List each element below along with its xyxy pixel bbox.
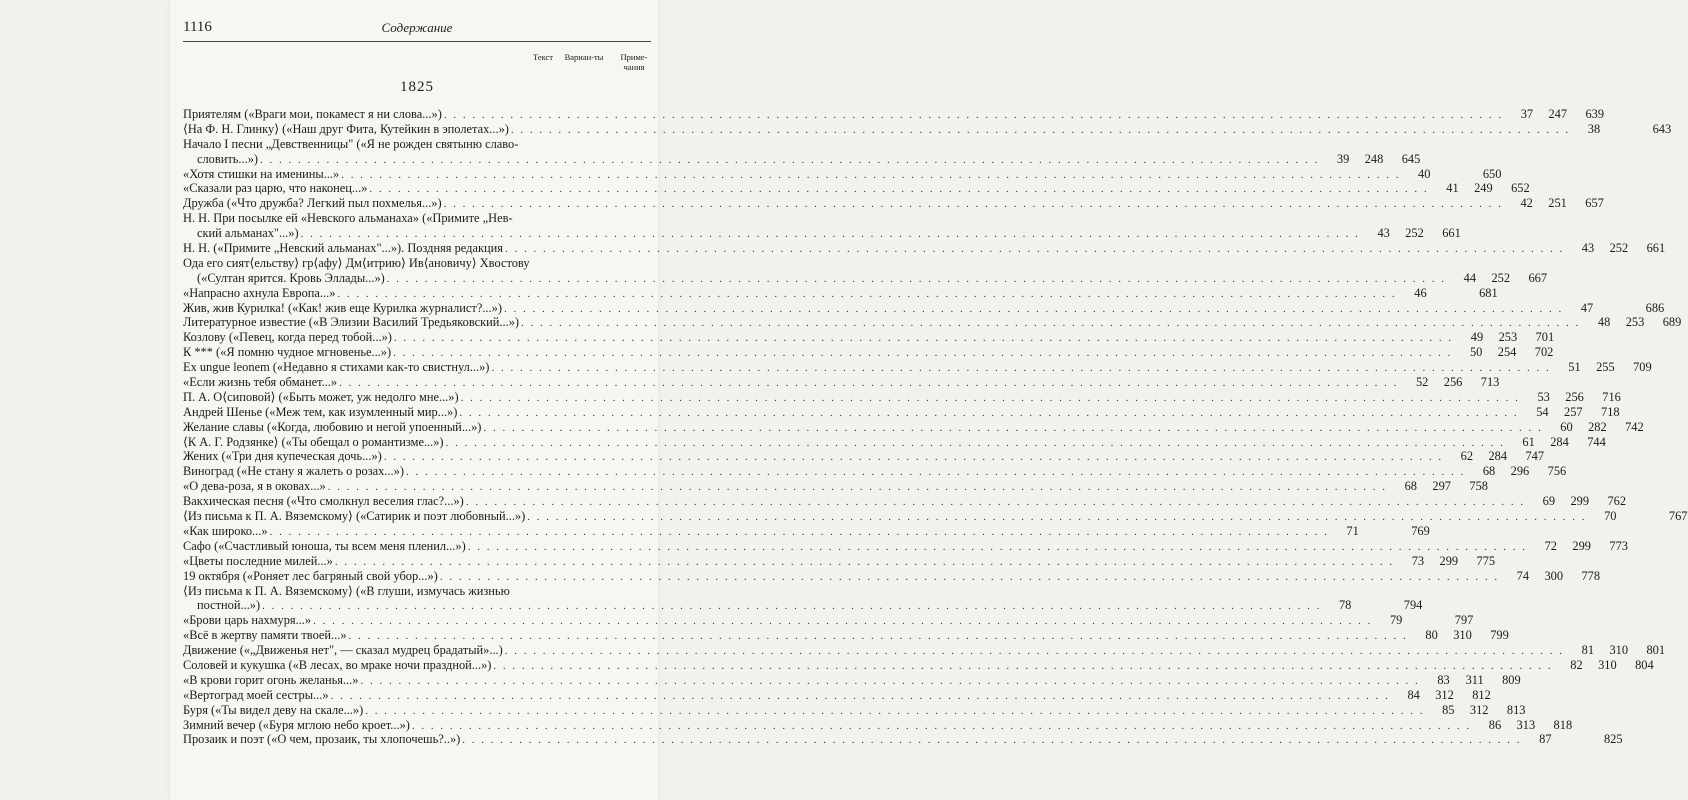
column-header-text: Текст (532, 52, 554, 62)
toc-entry-title: Приятелям («Враги мои, покамест я ни слова...») (183, 107, 442, 121)
text-page: 68 (1404, 479, 1417, 494)
text-page: 72 (1544, 538, 1557, 553)
dot-leader (438, 570, 1499, 585)
toc-entry-line (183, 256, 653, 271)
variants-page: 284 (1550, 434, 1569, 449)
dot-leader (460, 733, 1521, 748)
variants-page: 312 (1435, 687, 1454, 702)
dot-leader (326, 480, 1387, 495)
dot-leader (329, 689, 1390, 704)
text-page: 83 (1437, 672, 1450, 687)
toc-entry (183, 107, 1605, 122)
notes-page: 747 (1525, 449, 1545, 464)
variants-page: 282 (1588, 419, 1607, 434)
toc-entry-title: «Всё в жертву памяти твоей...» (183, 628, 347, 643)
column-headers (524, 52, 656, 80)
toc-entry-line (183, 389, 1621, 405)
toc-entry (183, 449, 1545, 464)
notes-page: 645 (1401, 151, 1421, 166)
toc-entry-title: ⟨На Ф. Н. Глинку⟩ («Наш друг Фита, Кутейкин в эполетах...») (183, 121, 509, 136)
toc-entry-line (183, 523, 1430, 539)
toc-entry-title: Литературное известие («В Элизии Василий Тредьяковский...») (183, 315, 520, 330)
text-page: 41 (1446, 181, 1459, 196)
text-page: 47 (1580, 300, 1594, 315)
toc-entry-title: Начало I песни „Девственницы" («Я не рожден святыню славо- (183, 136, 519, 151)
dot-leader (392, 331, 1453, 346)
toc-entry (183, 538, 1628, 554)
variants-page (1359, 524, 1393, 539)
toc-entry-line (183, 345, 1554, 360)
notes-page: 818 (1553, 717, 1573, 732)
notes-page: 756 (1547, 464, 1567, 479)
text-page: 40 (1418, 166, 1431, 181)
toc-entry-title: Андрей Шенье («Меж тем, как изумленный мир...») (183, 404, 458, 419)
variants-page: 252 (1491, 270, 1511, 285)
toc-entry-line (183, 315, 1682, 330)
toc-entry-line (183, 181, 1530, 196)
text-page: 46 (1414, 285, 1427, 300)
text-page: 82 (1570, 657, 1583, 672)
toc-entry-title: «Цветы последние милей...» (183, 553, 333, 568)
toc-entry-title: Желание славы («Когда, любовию и негой упоенный...») (183, 419, 482, 434)
notes-page: 702 (1534, 345, 1554, 360)
notes-page: 681 (1479, 285, 1498, 300)
notes-page: 661 (1442, 226, 1461, 241)
dot-leader (519, 316, 1580, 331)
toc-entry (183, 121, 1672, 137)
notes-page: 769 (1411, 523, 1430, 538)
notes-page: 701 (1535, 330, 1555, 345)
variants-page: 247 (1548, 107, 1568, 121)
variants-page: 252 (1405, 226, 1424, 241)
toc-entry-line (183, 226, 1461, 241)
variants-page: 253 (1625, 315, 1645, 330)
text-page: 81 (1581, 643, 1595, 658)
variants-page: 310 (1609, 643, 1629, 658)
toc-entry (183, 687, 1491, 703)
toc-entry (183, 583, 1423, 614)
toc-entry (183, 196, 1604, 211)
variants-page: 257 (1564, 404, 1583, 419)
text-page: 51 (1568, 360, 1581, 375)
dot-leader (466, 540, 1527, 555)
dot-leader (481, 421, 1542, 436)
toc-entry-title: «Сказали раз царю, что наконец...» (183, 181, 368, 196)
toc-entry-title: «О дева-роза, я в оковах...» (183, 479, 326, 494)
toc-entry-title: «Как широко...» (183, 523, 268, 538)
toc-entry-title: Движение («„Движенья нет", — сказал мудрец брадатый»...) (183, 643, 503, 658)
toc-entry (183, 315, 1682, 330)
toc-entry (183, 404, 1620, 420)
dot-leader (339, 168, 1400, 183)
dot-leader (503, 644, 1564, 659)
toc-entry (183, 375, 1500, 390)
toc-entry-title: Вакхическая песня («Что смолкнул веселия глас?...») (183, 494, 464, 509)
page-number: 1116 (183, 19, 212, 35)
notes-page: 813 (1506, 702, 1526, 717)
variants-page (1351, 598, 1385, 613)
dot-leader (442, 108, 1503, 123)
notes-page: 778 (1581, 568, 1601, 583)
text-page: 79 (1389, 613, 1403, 628)
text-page: 68 (1482, 464, 1496, 479)
notes-page: 639 (1585, 107, 1605, 121)
notes-page: 775 (1476, 553, 1496, 568)
dot-leader (404, 465, 1465, 480)
dot-leader (363, 704, 1424, 719)
toc-entry (183, 330, 1555, 345)
dot-leader (337, 376, 1398, 391)
variants-page: 310 (1598, 657, 1617, 672)
toc-entry (183, 553, 1496, 569)
toc-entry-title: П. А. О⟨сиповой⟩ («Быть может, уж недолго мне...») (183, 389, 459, 404)
toc-entry-line (183, 434, 1606, 450)
toc-entry (183, 345, 1554, 360)
dot-leader (358, 674, 1419, 689)
notes-page: 794 (1403, 598, 1423, 613)
toc-entry-title: Н. Н. («Примите „Невский альманах"...»). Поздняя редакция (183, 241, 503, 256)
variants-page: 255 (1596, 360, 1615, 375)
text-page: 49 (1470, 330, 1484, 345)
column-header-variants: Вариан-ты (564, 52, 604, 62)
toc-entry-title: Н. Н. При посылке ей «Невского альманаха» («Примите „Нев- (183, 211, 513, 226)
variants-page: 248 (1364, 151, 1384, 166)
dot-leader (382, 450, 1443, 465)
text-page: 53 (1537, 389, 1550, 404)
variants-page: 256 (1443, 375, 1463, 390)
toc-entry (183, 509, 1688, 524)
dot-leader (444, 436, 1505, 451)
variants-page: 313 (1516, 717, 1536, 732)
variants-page: 300 (1544, 568, 1564, 583)
text-page: 54 (1536, 404, 1549, 419)
text-page: 43 (1581, 241, 1595, 256)
variants-page: 253 (1498, 330, 1518, 345)
toc-entry-line (183, 270, 1548, 286)
variants-page (1552, 732, 1586, 747)
variants-page: 311 (1465, 672, 1484, 687)
toc-entry (183, 702, 1526, 718)
toc-entry-line (183, 360, 1652, 375)
text-page: 43 (1377, 226, 1390, 241)
notes-page: 773 (1609, 538, 1628, 553)
notes-page: 744 (1587, 434, 1606, 449)
dot-leader (509, 123, 1570, 138)
dot-leader (525, 510, 1586, 525)
dot-leader (268, 525, 1329, 540)
variants-page: 252 (1609, 241, 1629, 256)
notes-page: 657 (1585, 196, 1604, 211)
toc-entry-line (183, 509, 1688, 524)
toc-entry-title: К *** («Я помню чудное мгновенье...») (183, 345, 392, 360)
dot-leader (385, 272, 1446, 287)
toc-entry-title: постной...») (197, 598, 261, 613)
dot-leader (459, 391, 1520, 406)
toc-entry (183, 166, 1502, 182)
toc-entry-line (183, 166, 1502, 182)
toc-entry-line (183, 717, 1573, 733)
toc-entry (183, 419, 1644, 435)
variants-page: 299 (1439, 553, 1459, 568)
toc-entry-title: «Брови царь нахмуря...» (183, 613, 312, 628)
toc-entry (183, 643, 1666, 658)
toc-entry (183, 300, 1665, 316)
text-page: 71 (1346, 523, 1359, 538)
notes-page: 709 (1633, 360, 1652, 375)
toc-entry-line (183, 404, 1620, 420)
toc-entry-title: Ода его сият⟨ельству⟩ гр⟨афу⟩ Дм⟨итрию⟩ Ив⟨ановичу⟩ Хвостову (183, 255, 530, 270)
toc-entry-line (183, 672, 1521, 688)
notes-page: 718 (1601, 404, 1620, 419)
toc-entry-line (183, 732, 1623, 747)
variants-page: 251 (1548, 196, 1567, 211)
toc-entry-line (183, 330, 1555, 345)
text-page: 42 (1520, 196, 1533, 211)
notes-page: 686 (1645, 300, 1665, 315)
toc-entry-title: «В крови горит огонь желанья...» (183, 672, 359, 687)
text-page: 38 (1587, 121, 1601, 136)
text-page: 62 (1460, 449, 1474, 464)
notes-page: 713 (1480, 375, 1500, 390)
text-page: 44 (1463, 270, 1477, 285)
toc-entry-title: Зимний вечер («Буря мглою небо кроет...») (183, 717, 410, 732)
toc-entry-line (183, 121, 1672, 137)
toc-entry-title: ⟨Из письма к П. А. Вяземскому⟩ («В глуши, измучась жизнью (183, 583, 510, 598)
toc-entry (183, 136, 1421, 167)
toc-entry-title: Дружба («Что дружба? Легкий пыл похмелья...») (183, 196, 442, 211)
toc-entry-title: Прозаик и поэт («О чем, прозаик, ты хлопочешь?..») (183, 732, 461, 747)
toc-entry-line (183, 464, 1567, 479)
text-page: 87 (1539, 732, 1552, 747)
toc-entry-line (183, 479, 1488, 494)
dot-leader (311, 614, 1372, 629)
notes-page: 767 (1668, 509, 1688, 524)
toc-entry-line (183, 584, 653, 599)
variants-page (1600, 122, 1634, 137)
variants-page: 297 (1432, 479, 1451, 494)
toc-entry-line (183, 151, 1421, 167)
toc-entry (183, 285, 1498, 301)
notes-page: 742 (1625, 419, 1644, 434)
toc-entry (183, 389, 1621, 405)
notes-page: 689 (1662, 315, 1682, 330)
variants-page: 249 (1474, 181, 1493, 196)
notes-page: 758 (1469, 479, 1488, 494)
text-page: 60 (1560, 419, 1573, 434)
variants-page: 284 (1488, 449, 1508, 464)
toc-entry-line (183, 568, 1601, 584)
dot-leader (464, 495, 1525, 510)
dot-leader (410, 719, 1471, 734)
text-page: 52 (1415, 375, 1429, 390)
toc-entry-line (183, 449, 1545, 464)
notes-page: 643 (1652, 121, 1672, 136)
dot-leader (333, 555, 1394, 570)
variants-page (1430, 167, 1464, 182)
toc-entry (183, 613, 1474, 628)
toc-entry-title: «Если жизнь тебя обманет...» (183, 375, 338, 390)
toc-entry (183, 717, 1573, 733)
toc-entry-line (183, 241, 1666, 256)
toc-entry-title: ⟨Из письма к П. А. Вяземскому⟩ («Сатирик и поэт любовный...») (183, 509, 526, 524)
toc-entry-line (183, 211, 653, 226)
variants-page: 254 (1497, 345, 1517, 360)
toc-entry-line (183, 196, 1604, 211)
dot-leader (503, 242, 1564, 257)
notes-page: 801 (1646, 643, 1666, 658)
notes-page: 809 (1502, 672, 1521, 687)
dot-leader (489, 361, 1550, 376)
dot-leader (335, 287, 1396, 302)
toc-entry-line (183, 553, 1496, 569)
toc-entry-line (183, 419, 1644, 435)
notes-page: 716 (1602, 389, 1621, 404)
notes-page: 799 (1490, 628, 1509, 643)
variants-page: 299 (1572, 538, 1591, 553)
variants-page (1402, 613, 1436, 628)
toc-entry-title: словить...») (197, 151, 259, 166)
variants-page (1617, 509, 1651, 524)
dot-leader (442, 197, 1503, 212)
text-page: 86 (1488, 717, 1502, 732)
variants-page: 256 (1565, 389, 1584, 404)
text-page: 48 (1597, 315, 1611, 330)
dot-leader (347, 629, 1408, 644)
toc-entry-title: («Султан ярится. Кровь Эллады...») (197, 270, 385, 285)
variants-page: 310 (1453, 628, 1472, 643)
running-title: Содержание (381, 20, 453, 35)
toc-entry-title: Виноград («Не стану я жалеть о розах...») (183, 464, 404, 479)
running-header (183, 19, 651, 42)
toc-entry (183, 360, 1652, 375)
variants-page: 299 (1570, 494, 1590, 509)
toc-entry-line (183, 494, 1627, 509)
toc-entry (183, 241, 1666, 256)
toc-entry-line (183, 538, 1628, 554)
dot-leader (391, 346, 1452, 361)
dot-leader (502, 302, 1563, 317)
toc-entry (183, 628, 1509, 643)
toc-entry (183, 657, 1654, 673)
toc-entry-line (183, 613, 1474, 628)
notes-page: 650 (1482, 166, 1502, 181)
notes-page: 797 (1454, 613, 1474, 628)
toc-entry-title: Жених («Три дня купеческая дочь...») (183, 449, 382, 464)
text-page: 80 (1425, 628, 1438, 643)
toc-entry-line (183, 285, 1498, 301)
toc-entry-title: Сафо («Счастливый юноша, ты всем меня пленил...») (183, 538, 466, 553)
toc-entry-title: Козлову («Певец, когда перед тобой...») (183, 330, 392, 345)
toc-entry-line (183, 628, 1509, 643)
toc-entry-line (183, 598, 1423, 613)
text-page: 70 (1604, 509, 1617, 524)
toc-entry (183, 732, 1623, 747)
toc-entry-line (183, 657, 1654, 673)
toc-entry-line (183, 300, 1665, 316)
column-header-notes: Приме-чания (620, 52, 648, 72)
toc-entry (183, 523, 1430, 539)
toc-entry-title: «Напрасно ахнула Европа...» (183, 285, 336, 300)
toc-entry-line (183, 375, 1500, 390)
dot-leader (258, 153, 1319, 168)
dot-leader (491, 659, 1552, 674)
notes-page: 812 (1472, 687, 1491, 702)
dot-leader (457, 406, 1518, 421)
toc-entry (183, 464, 1567, 479)
toc-entry-line (183, 687, 1491, 703)
toc-entry-title: Ex ungue leonem («Недавно я стихами как-то свистнул...») (183, 360, 490, 375)
text-page: 78 (1338, 598, 1352, 613)
notes-page: 825 (1603, 732, 1623, 747)
toc-entry-line (183, 137, 653, 152)
notes-page: 762 (1607, 494, 1627, 509)
toc-entry (183, 494, 1627, 509)
dot-leader (260, 599, 1321, 614)
dot-leader (367, 182, 1428, 197)
year-heading: 1825 (400, 79, 434, 95)
toc-entry (183, 479, 1488, 494)
toc-entry-title: Буря («Ты видел деву на скале...») (183, 702, 364, 717)
text-page: 37 (1520, 107, 1534, 121)
table-of-contents (183, 107, 1688, 747)
notes-page: 661 (1646, 241, 1666, 256)
text-page: 61 (1522, 434, 1535, 449)
text-page: 84 (1407, 687, 1420, 702)
toc-entry-title: «Хотя стишки на именины...» (183, 166, 340, 181)
variants-page: 312 (1469, 702, 1489, 717)
text-page: 73 (1411, 553, 1425, 568)
variants-page (1427, 286, 1461, 301)
variants-page (1593, 301, 1627, 316)
notes-page: 667 (1528, 270, 1548, 285)
toc-entry-title: Жив, жив Курилка! («Как! жив еще Курилка журналист?...») (183, 300, 502, 315)
toc-entry (183, 255, 1548, 286)
toc-entry-title: Соловей и кукушка («В лесах, во мраке ночи праздной...») (183, 657, 492, 672)
toc-entry (183, 568, 1601, 584)
toc-entry (183, 181, 1530, 196)
notes-page: 652 (1511, 181, 1530, 196)
variants-page: 296 (1510, 464, 1530, 479)
toc-entry (183, 434, 1606, 450)
dot-leader (299, 227, 1360, 242)
text-page: 69 (1542, 494, 1556, 509)
toc-entry-title: ский альманах"...») (197, 226, 299, 241)
text-page: 39 (1336, 151, 1350, 166)
toc-entry-line (183, 107, 1605, 122)
toc-entry (183, 211, 1461, 241)
toc-entry-title: «Вертоград моей сестры...» (183, 687, 329, 702)
text-page: 85 (1442, 702, 1455, 717)
toc-entry-line (183, 643, 1666, 658)
toc-entry-title: ⟨К А. Г. Родзянке⟩ («Ты обещал о романтизме...») (183, 434, 444, 449)
text-page: 50 (1469, 345, 1483, 360)
toc-entry (183, 672, 1521, 688)
toc-entry-title: 19 октября («Роняет лес багряный свой убор...») (183, 568, 438, 583)
text-page: 74 (1516, 568, 1530, 583)
notes-page: 804 (1635, 657, 1654, 672)
toc-entry-line (183, 702, 1526, 718)
